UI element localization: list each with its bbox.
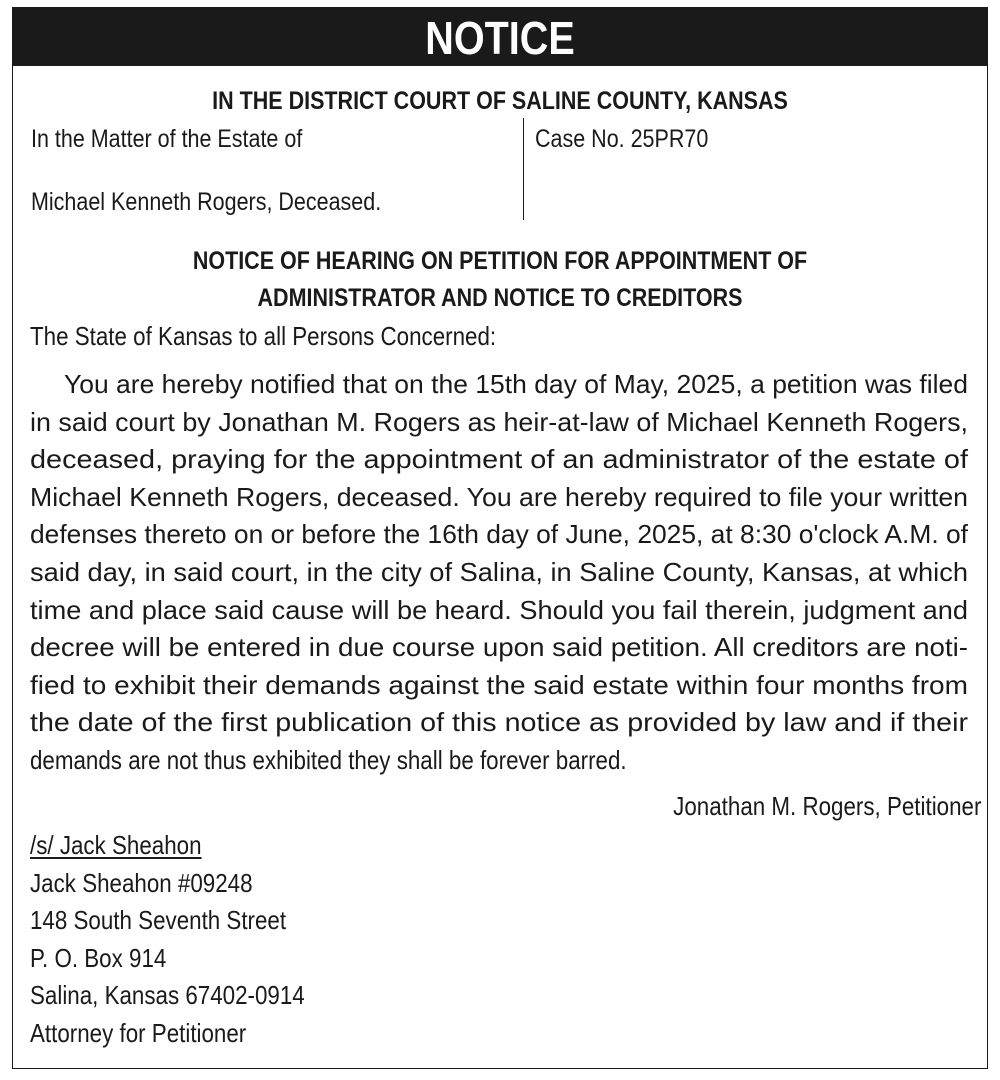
attorney-signature: /s/ Jack Sheahon [30,830,202,860]
body-line: Michael Kenneth Rogers, deceased. You are hereby required to file your written [30,481,968,512]
body-line: deceased, praying for the appointment of an administrator of the estate of [30,444,969,475]
court-title: IN THE DISTRICT COURT OF SALINE COUNTY, KANSAS [212,87,788,115]
notice-heading-line-2: ADMINISTRATOR AND NOTICE TO CREDITORS [257,284,743,312]
attorney-role: Attorney for Petitioner [30,1017,247,1048]
body-line: fied to exhibit their demands against the said estate within four months from [30,669,968,700]
caption-divider [523,118,524,220]
case-caption [13,124,987,232]
petitioner-signature: Jonathan M. Rogers, Petitioner [672,791,981,821]
caption-right [535,124,737,154]
attorney-name: Jack Sheahon #09248 [30,867,253,898]
case-number: Case No. 25PR70 [535,125,709,153]
attorney-po-box: P. O. Box 914 [30,942,167,973]
attorney-street: 148 South Seventh Street [30,905,287,935]
body-line: decree will be entered in due course upon said petition. All creditors are noti- [30,632,968,663]
attorney-city: Salina, Kansas 67402-0914 [30,980,305,1010]
body-line: said day, in said court, in the city of Salina, in Saline County, Kansas, at which [30,557,968,587]
notice-banner-title: NOTICE [81,8,919,66]
salutation: The State of Kansas to all Persons Concerned: [30,321,497,351]
body-line: the date of the first publication of this notice as provided by law and if their [30,707,968,738]
body-line: defenses thereto on or before the 16th day of June, 2025, at 8:30 o'clock A.M. of [30,519,969,550]
caption-left [31,124,521,232]
deceased-name-line: Michael Kenneth Rogers, Deceased. [31,188,382,216]
body-line: You are hereby notified that on the 15th day of May, 2025, a petition was filed [64,369,968,399]
body-line: demands are not thus exhibited they shall be forever barred. [30,745,627,775]
notice-banner [13,8,987,66]
body-line: in said court by Jonathan M. Rogers as heir-at-law of Michael Kenneth Rogers, [30,406,968,437]
body-line: time and place said cause will be heard. Should you fail therein, judgment and [30,594,968,625]
estate-matter-line: In the Matter of the Estate of [31,125,303,153]
notice-heading-line-1: NOTICE OF HEARING ON PETITION FOR APPOINTMENT OF [192,247,808,275]
attorney-block [30,827,349,1052]
